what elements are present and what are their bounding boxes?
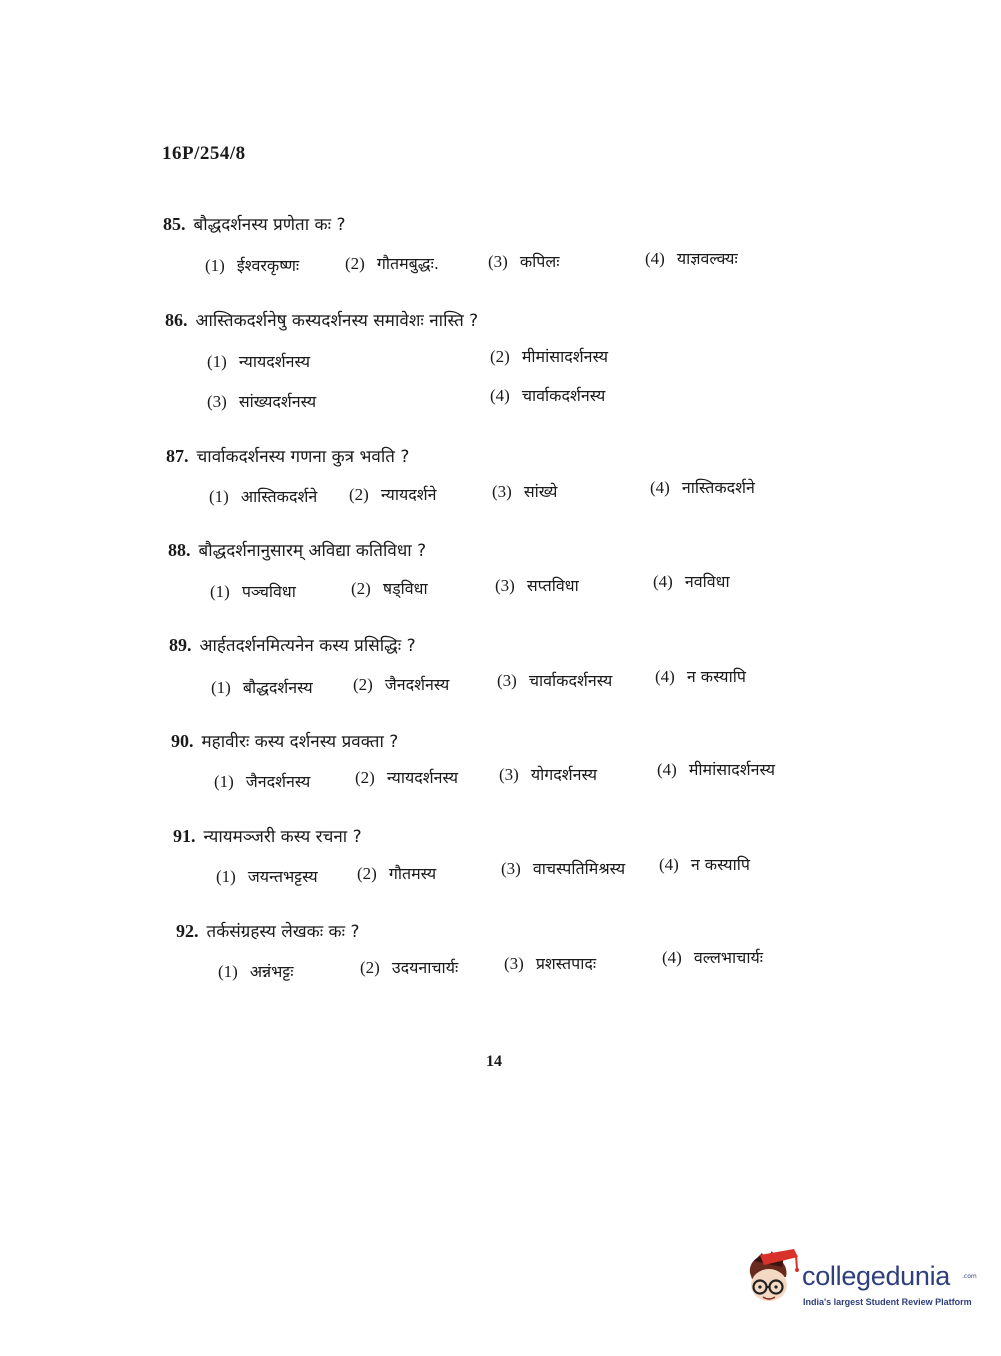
option-1 xyxy=(207,350,310,372)
option-text: नवविधा xyxy=(684,572,730,591)
option-number: (2) xyxy=(357,864,377,883)
question-number: 90. xyxy=(171,731,194,751)
option-number: (3) xyxy=(495,576,515,595)
option-4 xyxy=(490,384,605,406)
option-4 xyxy=(659,853,750,875)
option-text: कपिलः xyxy=(519,252,560,271)
option-number: (3) xyxy=(492,482,512,501)
option-number: (3) xyxy=(501,859,521,878)
question-number: 88. xyxy=(168,540,191,560)
option-number: (2) xyxy=(353,675,373,694)
option-text: सप्तविधा xyxy=(526,576,579,595)
option-text: मीमांसादर्शनस्य xyxy=(521,347,608,366)
option-2 xyxy=(351,577,428,599)
option-text: आस्तिकदर्शने xyxy=(240,487,318,506)
option-2 xyxy=(490,345,608,367)
option-number: (4) xyxy=(653,572,673,591)
option-text: उदयनाचार्यः xyxy=(391,958,459,977)
question-number: 87. xyxy=(166,446,189,466)
option-3 xyxy=(492,480,557,502)
logo-brand-text: collegedunia xyxy=(802,1261,951,1291)
option-number: (1) xyxy=(214,772,234,791)
question-text: तर्कसंग्रहस्य लेखकः कः ? xyxy=(206,922,360,942)
question-text: न्यायमञ्जरी कस्य रचना ? xyxy=(203,827,362,847)
option-number: (1) xyxy=(210,582,230,601)
option-1 xyxy=(209,485,317,507)
question-text: बौद्धदर्शनस्य प्रणेता कः ? xyxy=(193,215,346,235)
option-text: न्यायदर्शनस्य xyxy=(386,768,459,787)
option-text: गौतमस्य xyxy=(388,864,437,883)
option-4 xyxy=(657,758,775,780)
option-number: (4) xyxy=(650,478,670,497)
option-number: (3) xyxy=(504,954,524,973)
option-text: बौद्धदर्शनस्य xyxy=(242,678,313,697)
paper-code: 16P/254/8 xyxy=(162,143,246,164)
option-2 xyxy=(345,252,439,274)
option-text: अन्नंभट्टः xyxy=(249,962,294,981)
logo-domain-suffix: .com xyxy=(962,1273,977,1280)
option-text: जैनदर्शनस्य xyxy=(384,675,450,694)
collegedunia-logo xyxy=(740,1247,977,1319)
option-2 xyxy=(355,766,458,788)
logo-tagline: India's largest Student Review Platform xyxy=(803,1297,972,1307)
option-text: पञ्चविधा xyxy=(241,582,296,601)
option-2 xyxy=(360,956,458,978)
option-text: चार्वाकदर्शनस्य xyxy=(521,386,606,405)
option-number: (1) xyxy=(209,487,229,506)
option-3 xyxy=(207,390,316,412)
option-3 xyxy=(499,763,597,785)
question-stem xyxy=(163,212,345,235)
option-1 xyxy=(216,865,318,887)
option-text: जैनदर्शनस्य xyxy=(245,772,311,791)
option-4 xyxy=(645,247,738,269)
option-3 xyxy=(504,952,596,974)
option-1 xyxy=(211,676,313,698)
option-2 xyxy=(357,862,436,884)
option-text: मीमांसादर्शनस्य xyxy=(688,760,775,779)
option-text: ईश्वरकृष्णः xyxy=(236,256,300,275)
option-text: न्यायदर्शने xyxy=(380,485,437,504)
question-text: महावीरः कस्य दर्शनस्य प्रवक्ता ? xyxy=(201,732,399,752)
question-number: 92. xyxy=(176,921,199,941)
option-number: (2) xyxy=(490,347,510,366)
option-number: (2) xyxy=(345,254,365,273)
mascot-icon xyxy=(740,1247,800,1311)
question-stem xyxy=(166,444,409,467)
option-text: न्यायदर्शनस्य xyxy=(238,352,311,371)
option-text: योगदर्शनस्य xyxy=(530,765,598,784)
option-1 xyxy=(218,960,293,982)
option-number: (1) xyxy=(207,352,227,371)
option-text: न कस्यापि xyxy=(690,855,750,874)
option-1 xyxy=(210,580,296,602)
question-stem xyxy=(165,308,478,331)
option-4 xyxy=(650,476,755,498)
option-text: प्रशस्तपादः xyxy=(535,954,597,973)
option-text: षड्विधा xyxy=(382,579,428,598)
option-number: (4) xyxy=(659,855,679,874)
option-number: (2) xyxy=(360,958,380,977)
option-number: (4) xyxy=(657,760,677,779)
option-3 xyxy=(488,250,559,272)
option-text: नास्तिकदर्शने xyxy=(681,478,755,497)
question-number: 85. xyxy=(163,214,186,234)
option-4 xyxy=(655,665,746,687)
page-number: 14 xyxy=(486,1053,502,1070)
option-number: (2) xyxy=(355,768,375,787)
option-number: (2) xyxy=(351,579,371,598)
question-stem xyxy=(176,919,359,942)
option-text: वल्लभाचार्यः xyxy=(693,948,763,967)
question-text: आस्तिकदर्शनेषु कस्यदर्शनस्य समावेशः नास्ति ? xyxy=(195,311,479,331)
option-4 xyxy=(653,570,730,592)
question-text: चार्वाकदर्शनस्य गणना कुत्र भवति ? xyxy=(196,447,410,467)
option-3 xyxy=(495,574,579,596)
option-number: (4) xyxy=(662,948,682,967)
option-number: (4) xyxy=(490,386,510,405)
option-1 xyxy=(214,770,310,792)
option-number: (3) xyxy=(488,252,508,271)
question-number: 86. xyxy=(165,310,188,330)
option-1 xyxy=(205,254,299,276)
option-2 xyxy=(353,673,449,695)
question-text: आर्हतदर्शनमित्यनेन कस्य प्रसिद्धिः ? xyxy=(199,636,416,656)
option-3 xyxy=(501,857,625,879)
question-stem xyxy=(169,633,416,656)
option-text: याज्ञवल्क्यः xyxy=(676,249,738,268)
question-stem xyxy=(171,729,398,752)
option-text: न कस्यापि xyxy=(686,667,746,686)
option-text: चार्वाकदर्शनस्य xyxy=(528,671,613,690)
option-number: (1) xyxy=(205,256,225,275)
option-text: सांख्यदर्शनस्य xyxy=(238,392,317,411)
question-text: बौद्धदर्शनानुसारम् अविद्या कतिविधा ? xyxy=(198,541,427,561)
option-2 xyxy=(349,483,437,505)
option-number: (3) xyxy=(207,392,227,411)
question-number: 89. xyxy=(169,635,192,655)
option-text: वाचस्पतिमिश्रस्य xyxy=(532,859,626,878)
option-4 xyxy=(662,946,763,968)
option-number: (3) xyxy=(499,765,519,784)
option-number: (4) xyxy=(645,249,665,268)
option-text: जयन्तभट्टस्य xyxy=(247,867,318,886)
option-text: गौतमबुद्धः. xyxy=(376,254,439,273)
option-number: (1) xyxy=(216,867,236,886)
question-number: 91. xyxy=(173,826,196,846)
option-number: (3) xyxy=(497,671,517,690)
option-number: (1) xyxy=(211,678,231,697)
option-number: (4) xyxy=(655,667,675,686)
question-stem xyxy=(173,824,362,847)
question-stem xyxy=(168,538,426,561)
option-number: (2) xyxy=(349,485,369,504)
option-text: सांख्ये xyxy=(523,482,558,501)
option-number: (1) xyxy=(218,962,238,981)
option-3 xyxy=(497,669,612,691)
